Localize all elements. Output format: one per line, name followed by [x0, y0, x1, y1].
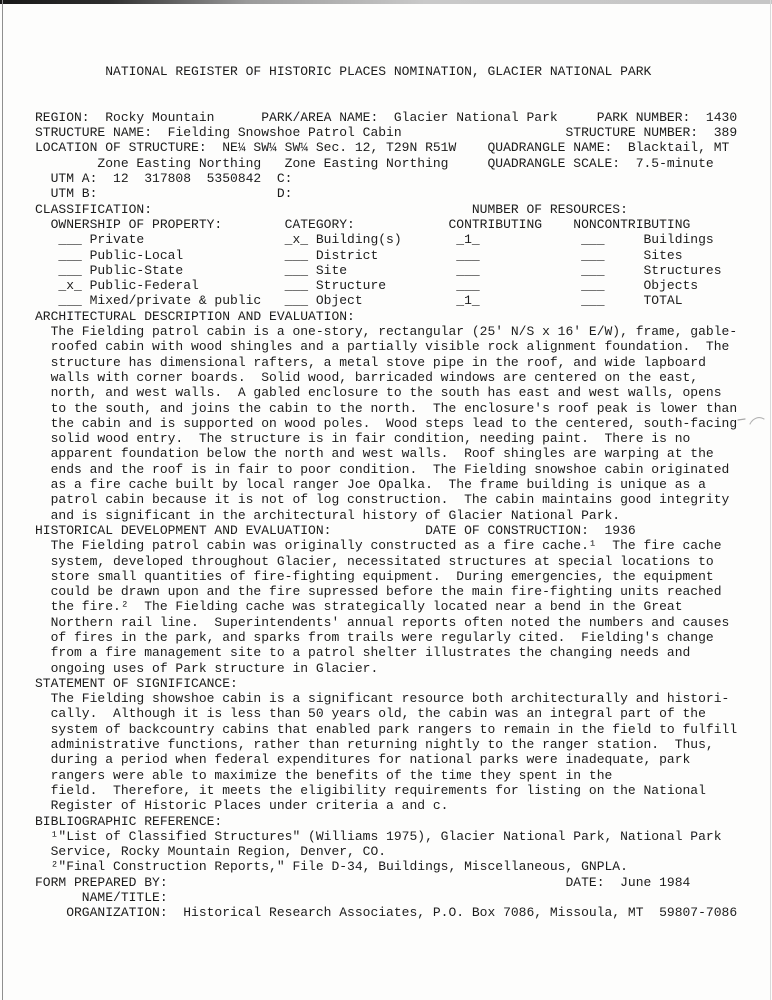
section-statement-of-significance [35, 676, 766, 814]
document-line: as a fire cache built by local ranger Joe Opalka. The frame building is unique as a [35, 477, 706, 493]
document-line: ²"Final Construction Reports," File D-34, Buildings, Miscellaneous, GNPLA. [35, 859, 628, 875]
document-line: administrative functions, rather than returning nightly to the ranger station. Thus, [35, 737, 714, 753]
document-line: walls with corner boards. Solid wood, barricaded windows are centered on the east, [35, 369, 699, 385]
document-line: patrol cabin because it is not of log construction. The cabin maintains good integrity [35, 492, 730, 508]
document-line: The Fielding showshoe cabin is a significant resource both architecturally and histori- [35, 691, 730, 707]
document-line: the fire.² The Fielding cache was strategically located near a bend in the Great [35, 599, 683, 615]
document-line: CLASSIFICATION: NUMBER OF RESOURCES: [35, 201, 628, 217]
document-line: Service, Rocky Mountain Region, Denver, CO. [35, 844, 387, 860]
document-line: Zone Easting Northing Zone Easting Northing QUADRANGLE SCALE: 7.5-minute [35, 155, 714, 171]
scan-top-edge [0, 0, 772, 4]
document-line: system of backcountry cabins that enabled park rangers to remain in the field to fulfill [35, 721, 738, 737]
document-line: could be drawn upon and the fire supressed before the main fire-fighting units reached [35, 584, 722, 600]
document-line: BIBLIOGRAPHIC REFERENCE: [35, 813, 223, 829]
document-line: ___ Public-Local ___ District ___ ___ Sites [35, 247, 683, 263]
document-line: during a period when federal expenditures for national parks were inadequate, park [35, 752, 691, 768]
section-historical-development [35, 523, 766, 676]
document-line: system, developed throughout Glacier, necessitated structures at special locations to [35, 553, 714, 569]
document-line: _x_ Public-Federal ___ Structure ___ ___ Objects [35, 278, 699, 294]
document-line: Northern rail line. Superintendents' annual reports often noted the numbers and causes [35, 614, 730, 630]
document-line: LOCATION OF STRUCTURE: NE¼ SW¼ SW¼ Sec. 12, T29N R51W QUADRANGLE NAME: Blacktail, MT [35, 140, 730, 156]
document-line: STRUCTURE NAME: Fielding Snowshoe Patrol Cabin STRUCTURE NUMBER: 389 [35, 125, 738, 141]
document-line: The Fielding patrol cabin was originally constructed as a fire cache.¹ The fire cache [35, 538, 722, 554]
document-line: ___ Mixed/private & public ___ Object _1_ ___ TOTAL [35, 293, 683, 309]
document-line: STATEMENT OF SIGNIFICANCE: [35, 675, 238, 691]
document-line: ARCHITECTURAL DESCRIPTION AND EVALUATION: [35, 308, 355, 324]
document-line: ORGANIZATION: Historical Research Associates, P.O. Box 7086, Missoula, MT 59807-7086 [35, 905, 738, 921]
document-line: the cabin and is supported on wood poles. Wood steps lead to the centered, south-facing [35, 415, 738, 431]
document-line: ___ Private _x_ Building(s) _1_ ___ Buildings [35, 232, 714, 248]
section-identification [35, 110, 766, 202]
section-title [35, 64, 766, 110]
document-line: ongoing uses of Park structure in Glacier. [35, 660, 379, 676]
document-line: ends and the roof is in fair to poor condition. The Fielding snowshoe cabin originated [35, 461, 730, 477]
document-line: cally. Although it is less than 50 years old, the cabin was an integral part of the [35, 706, 706, 722]
section-form-prepared-by [35, 875, 766, 921]
document-line: from a fire management site to a patrol shelter illustrates the changing needs and [35, 645, 691, 661]
handwritten-mark [736, 412, 768, 430]
document-line: NAME/TITLE: [35, 890, 168, 906]
document-line: north, and west walls. A gabled enclosure to the south has east and west walls, opens [35, 385, 722, 401]
section-bibliographic-reference [35, 814, 766, 875]
document-line: and is significant in the architectural history of Glacier National Park. [35, 507, 621, 523]
section-classification [35, 202, 766, 309]
document-line: ___ Public-State ___ Site ___ ___ Structures [35, 262, 722, 278]
document-line: store small quantities of fire-fighting equipment. During emergencies, the equipment [35, 568, 714, 584]
document-line: ¹"List of Classified Structures" (Williams 1975), Glacier National Park, National Park [35, 828, 722, 844]
section-architectural-description [35, 309, 766, 523]
document-line: to the south, and joins the cabin to the north. The enclosure's roof peak is lower than [35, 400, 738, 416]
document-line: HISTORICAL DEVELOPMENT AND EVALUATION: DATE OF CONSTRUCTION: 1936 [35, 522, 636, 538]
scan-left-edge [2, 0, 3, 1000]
document-line: structure has dimensional rafters, a metal stove pipe in the roof, and wide lapboard [35, 354, 706, 370]
document-line: roofed cabin with wood shingles and a partially visible rock alignment foundation. The [35, 339, 730, 355]
document-line: of fires in the park, and sparks from trails were regularly cited. Fielding's change [35, 629, 714, 645]
document-line: Register of Historic Places under criteria a and c. [35, 798, 449, 814]
document-line: rangers were able to maximize the benefits of the time they spent in the [35, 767, 613, 783]
document-line: field. Therefore, it meets the eligibility requirements for listing on the National [35, 782, 706, 798]
document-body [35, 64, 766, 921]
document-line [35, 79, 766, 94]
document-line [35, 95, 766, 110]
document-line: FORM PREPARED BY: DATE: June 1984 [35, 874, 691, 890]
document-line: apparent foundation below the north and west walls. Roof shingles are warping at the [35, 446, 714, 462]
document-line: The Fielding patrol cabin is a one-story, rectangular (25' N/S x 16' E/W), frame, gable- [35, 324, 738, 340]
document-line: UTM A: 12 317808 5350842 C: [35, 171, 293, 187]
scan-right-edge [770, 0, 771, 1000]
document-line: solid wood entry. The structure is in fair condition, needing paint. There is no [35, 431, 691, 447]
document-line: NATIONAL REGISTER OF HISTORIC PLACES NOMINATION, GLACIER NATIONAL PARK [35, 64, 652, 79]
document-line: REGION: Rocky Mountain PARK/AREA NAME: Glacier National Park PARK NUMBER: 1430 [35, 109, 738, 125]
document-line: UTM B: D: [35, 186, 293, 202]
document-line: OWNERSHIP OF PROPERTY: CATEGORY: CONTRIBUTING NONCONTRIBUTING [35, 216, 691, 232]
